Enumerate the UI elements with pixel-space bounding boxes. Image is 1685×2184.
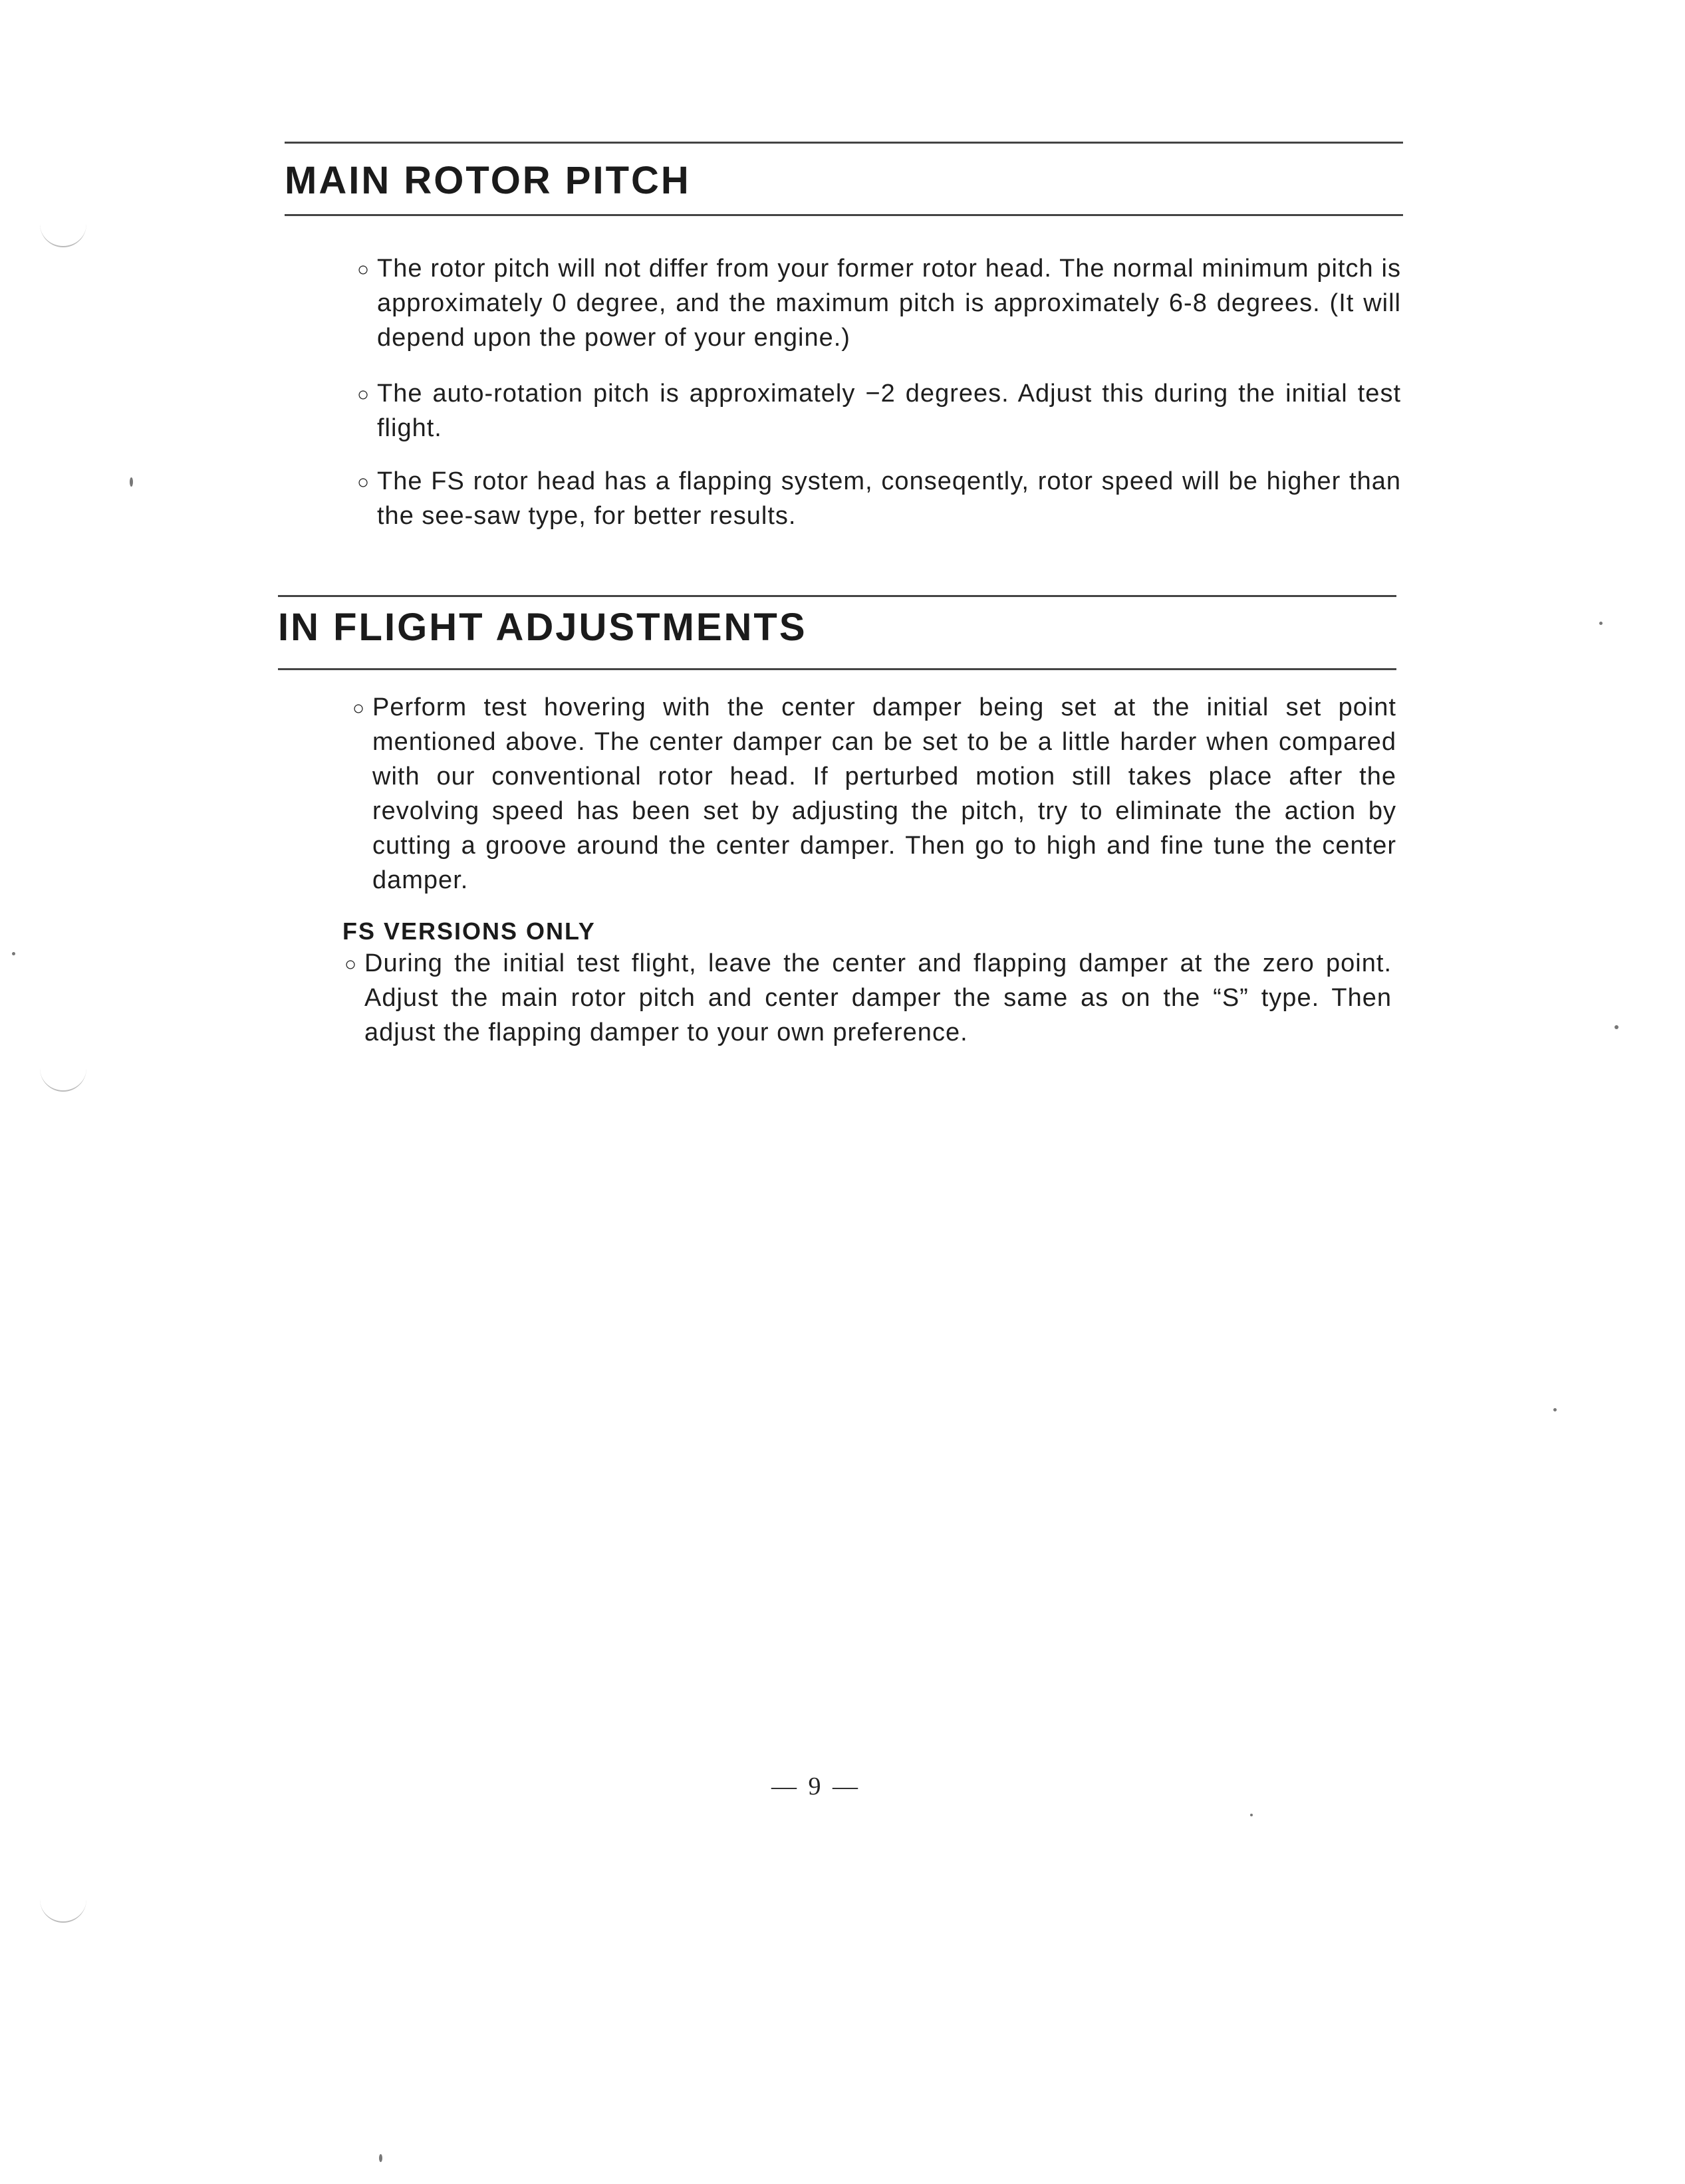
scan-speck	[379, 2154, 382, 2162]
paragraph-rotor-pitch: The rotor pitch will not differ from your former rotor head. The normal minimum pitch is approximately 0 degree, and the maximum pitch is approximately 6-8 degrees. (It will depend upon the power of your engine.)	[377, 255, 1401, 352]
heading-rule-top	[278, 595, 1396, 597]
scan-edge-mark	[40, 1064, 86, 1092]
heading-rule-top	[285, 142, 1403, 144]
bullet-icon: ○	[352, 697, 365, 719]
heading-rule-bottom	[278, 668, 1396, 670]
scan-edge-mark	[40, 219, 86, 247]
paragraph-test-hovering: Perform test hovering with the center damper being set at the initial set point mentioned above. The center damper can be set to be a little harder when compared with our conventional rotor head. If perturbed motion still takes place after the revolving speed has been set by adjusting the pitch, try to eliminate the action by cutting a groove around the center damper. Then go to high and fine tune the center damper.	[372, 693, 1396, 894]
paragraph-fs-versions: During the initial test flight, leave the center and flapping damper at the zero point. Adjust the main rotor pitch and center damper the same as on the “S” type. Then adjust the flapping damper to your own preference.	[364, 949, 1392, 1046]
subsection-heading-fs-versions: FS VERSIONS ONLY	[342, 917, 596, 945]
bullet-icon: ○	[344, 953, 357, 975]
scan-speck	[130, 477, 133, 487]
scan-speck	[1615, 1025, 1619, 1029]
bullet-icon: ○	[357, 384, 370, 406]
scan-speck	[1599, 622, 1603, 625]
scan-edge-mark	[40, 1895, 86, 1923]
scan-speck	[1553, 1408, 1557, 1411]
scan-speck	[12, 952, 15, 955]
heading-rule-bottom	[285, 214, 1403, 216]
bullet-icon: ○	[357, 471, 370, 493]
section-heading-in-flight-adjustments: IN FLIGHT ADJUSTMENTS	[278, 606, 807, 649]
page-number: — 9 —	[771, 1772, 860, 1800]
section-heading-main-rotor-pitch: MAIN ROTOR PITCH	[285, 159, 691, 202]
paragraph-auto-rotation: The auto-rotation pitch is approximately −2 degrees. Adjust this during the initial test flight.	[377, 380, 1401, 442]
scan-speck	[1250, 1814, 1253, 1816]
paragraph-flapping-system: The FS rotor head has a flapping system, conseqently, rotor speed will be higher than the see-saw type, for better results.	[377, 467, 1401, 530]
bullet-icon: ○	[357, 259, 370, 281]
